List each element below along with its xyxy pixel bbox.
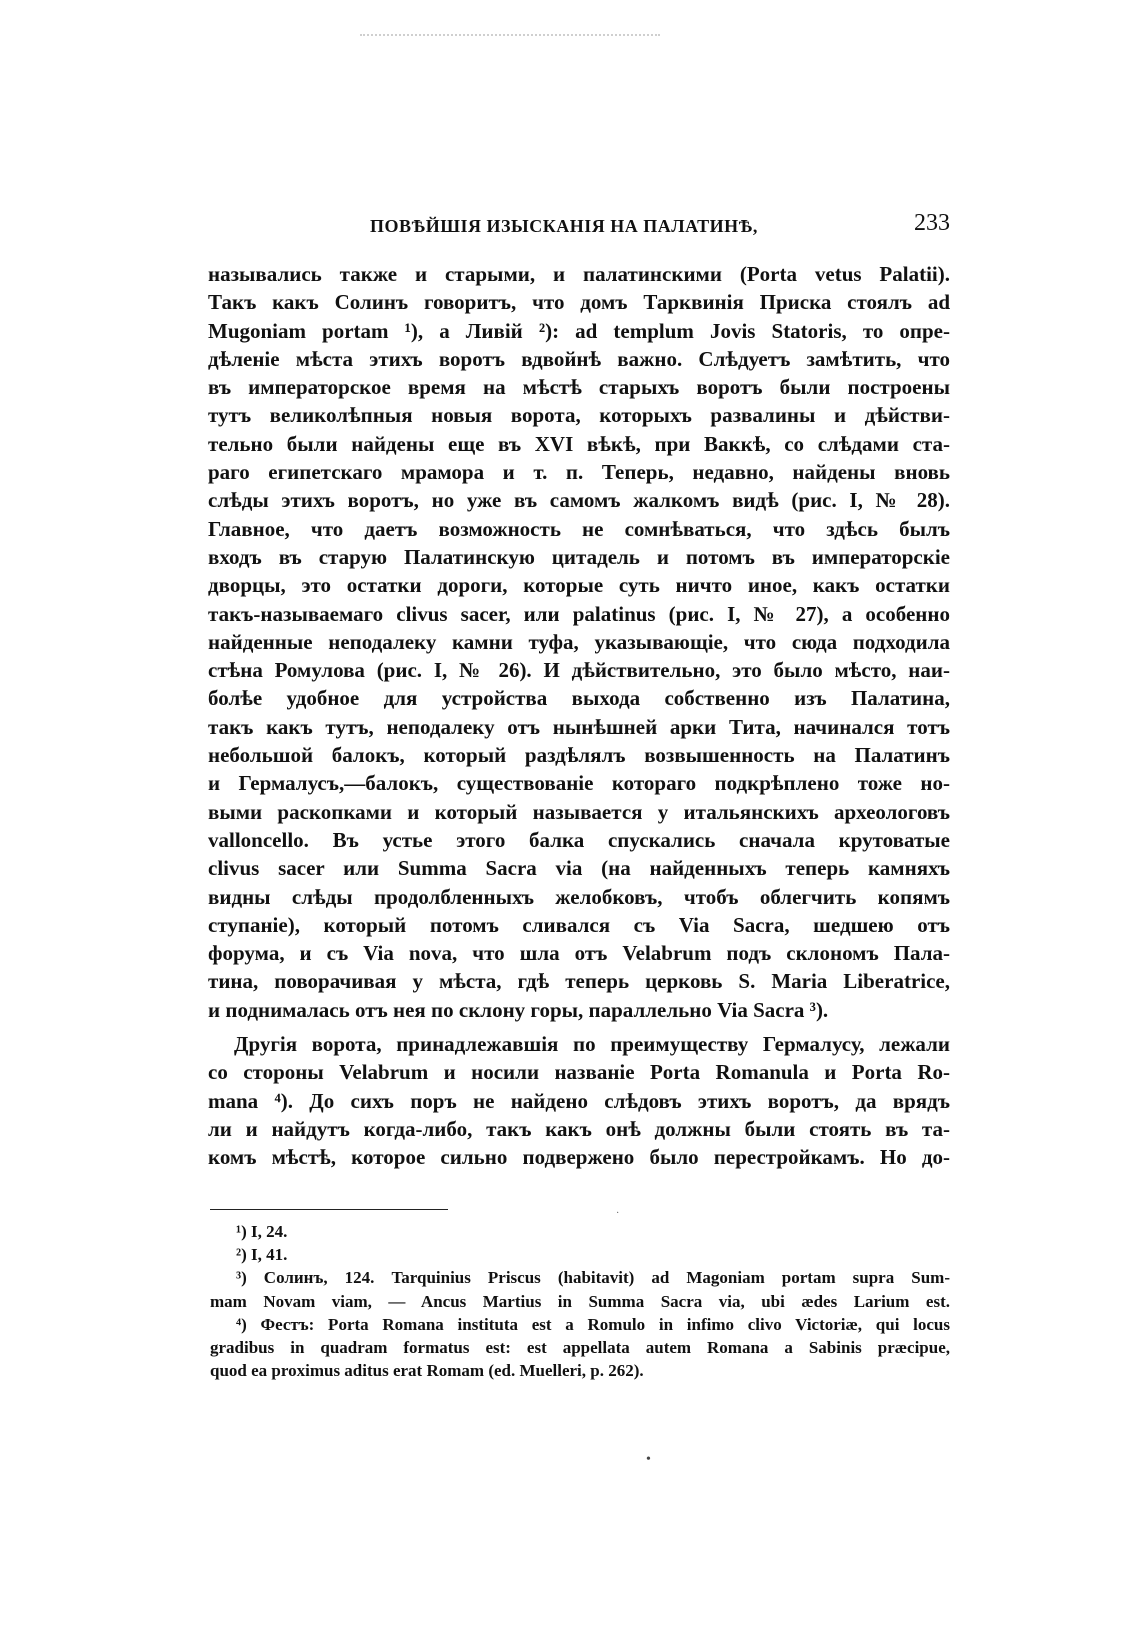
footnote-3-cont: mam Novam viam, — Ancus Martius in Summa Sacra via, ubi ædes Larium est. [210,1291,950,1311]
text-line: такъ-называемаго clivus sacer, или palatinus (рис. I, № 27), а особенно [208,601,950,626]
text-line: тутъ великолѣпныя новыя ворота, которыхъ развалины и дѣйстви- [208,403,950,428]
page-number: 233 [914,210,950,236]
text-line: со стороны Velabrum и носили названіе Porta Romanula и Porta Ro- [208,1060,950,1085]
footnote-3: ³) Солинъ, 124. Tarquinius Priscus (habitavit) ad Magoniam portam supra Sum- [236,1268,950,1288]
text-line: Mugoniam portam ¹), а Ливій ²): ad templum Jovis Statoris, то опре- [208,318,950,343]
text-line: найденные неподалеку камни туфа, указывающіе, что сюда подходила [208,629,950,654]
footnote-4-cont: gradibus in quadram formatus est: est appellata autem Romana a Sabinis præcipue, [210,1338,950,1358]
text-line: ступаніе), который потомъ сливался съ Via Sacra, шедшею отъ [208,912,950,937]
footnote-4: ⁴) Фестъ: Porta Romana instituta est a Romulo in infimo clivo Victoriæ, qui locus [236,1314,950,1334]
text-line: тина, поворачивая у мѣста, гдѣ теперь церковь S. Maria Liberatrice, [208,969,950,994]
text-line: стѣна Ромулова (рис. I, № 26). И дѣйствительно, это было мѣсто, наи- [208,658,950,683]
text-line: форума, и съ Via nova, что шла отъ Velabrum подъ склономъ Пала- [208,941,950,966]
text-line: тельно были найдены еще въ XVI вѣкѣ, при Ваккѣ, со слѣдами ста- [208,431,950,456]
text-line: дворцы, это остатки дороги, которые суть ничто иное, какъ остатки [208,573,950,598]
text-line: mana ⁴). До сихъ поръ не найдено слѣдовъ этихъ воротъ, да врядъ [208,1088,950,1113]
text-line: раго египетскаго мрамора и т. п. Теперь, недавно, найдены вновь [208,460,950,485]
text-line: valloncello. Въ устье этого балка спускались сначала крутоватые [208,827,950,852]
text-line: входъ въ старую Палатинскую цитадель и потомъ въ императорскіе [208,544,950,569]
text-line: въ императорское время на мѣстѣ старыхъ воротъ были построены [208,375,950,400]
footnote-4-end: quod ea proximus aditus erat Romam (ed. Muelleri, p. 262). [210,1361,644,1381]
running-title: ПОВѢЙШІЯ ИЗЫСКАНІЯ НА ПАЛАТИНѢ, [370,216,758,236]
footnote-rule [210,1209,448,1210]
footnote-2: ²) I, 41. [236,1245,288,1265]
text-line: комъ мѣстѣ, которое сильно подвержено было перестройкамъ. Но до- [208,1145,950,1170]
text-line: и поднималась отъ нея по склону горы, параллельно Via Sacra ³). [208,997,829,1022]
scan-speck: • [646,1452,651,1467]
text-line: слѣды этихъ воротъ, но уже въ самомъ жалкомъ видѣ (рис. I, № 28). [208,488,950,513]
text-line: болѣе удобное для устройства выхода собственно изъ Палатина, [208,686,950,711]
text-line: дѣленіе мѣста этихъ воротъ вдвойнѣ важно. Слѣдуетъ замѣтить, что [208,346,950,371]
text-line: clivus sacer или Summa Sacra via (на найденныхъ теперь камняхъ [208,856,950,881]
text-line: назывались также и старыми, и палатинскими (Porta vetus Palatii). [208,262,950,286]
text-line: Другія ворота, принадлежавшія по преимуществу Гермалусу, лежали [234,1032,950,1057]
text-line: такъ какъ тутъ, неподалеку отъ нынѣшней арки Тита, начинался тотъ [208,714,950,739]
text-line: небольшой балокъ, который раздѣлялъ возвышенность на Палатинъ [208,743,950,768]
text-line: Такъ какъ Солинъ говоритъ, что домъ Тарквинія Приска стоялъ ad [208,290,950,315]
footnotes [210,1220,950,1382]
text-line: ли и найдутъ когда-либо, такъ какъ онѣ должны были стоять въ та- [208,1116,950,1141]
text-line: выми раскопками и который называется у итальянскихъ археологовъ [208,799,950,824]
text-line: и Гермалусъ,—балокъ, существованіе котораго подкрѣплено тоже но- [208,771,950,796]
text-line: Главное, что даетъ возможность не сомнѣваться, что здѣсь былъ [208,516,950,541]
text-line: видны слѣды продолбленныхъ желобковъ, чтобъ облегчить копямъ [208,884,950,909]
scan-speck: · [616,1208,620,1219]
scan-artifact [360,34,660,39]
main-text [208,260,950,1172]
footnote-1: ¹) I, 24. [236,1222,288,1241]
